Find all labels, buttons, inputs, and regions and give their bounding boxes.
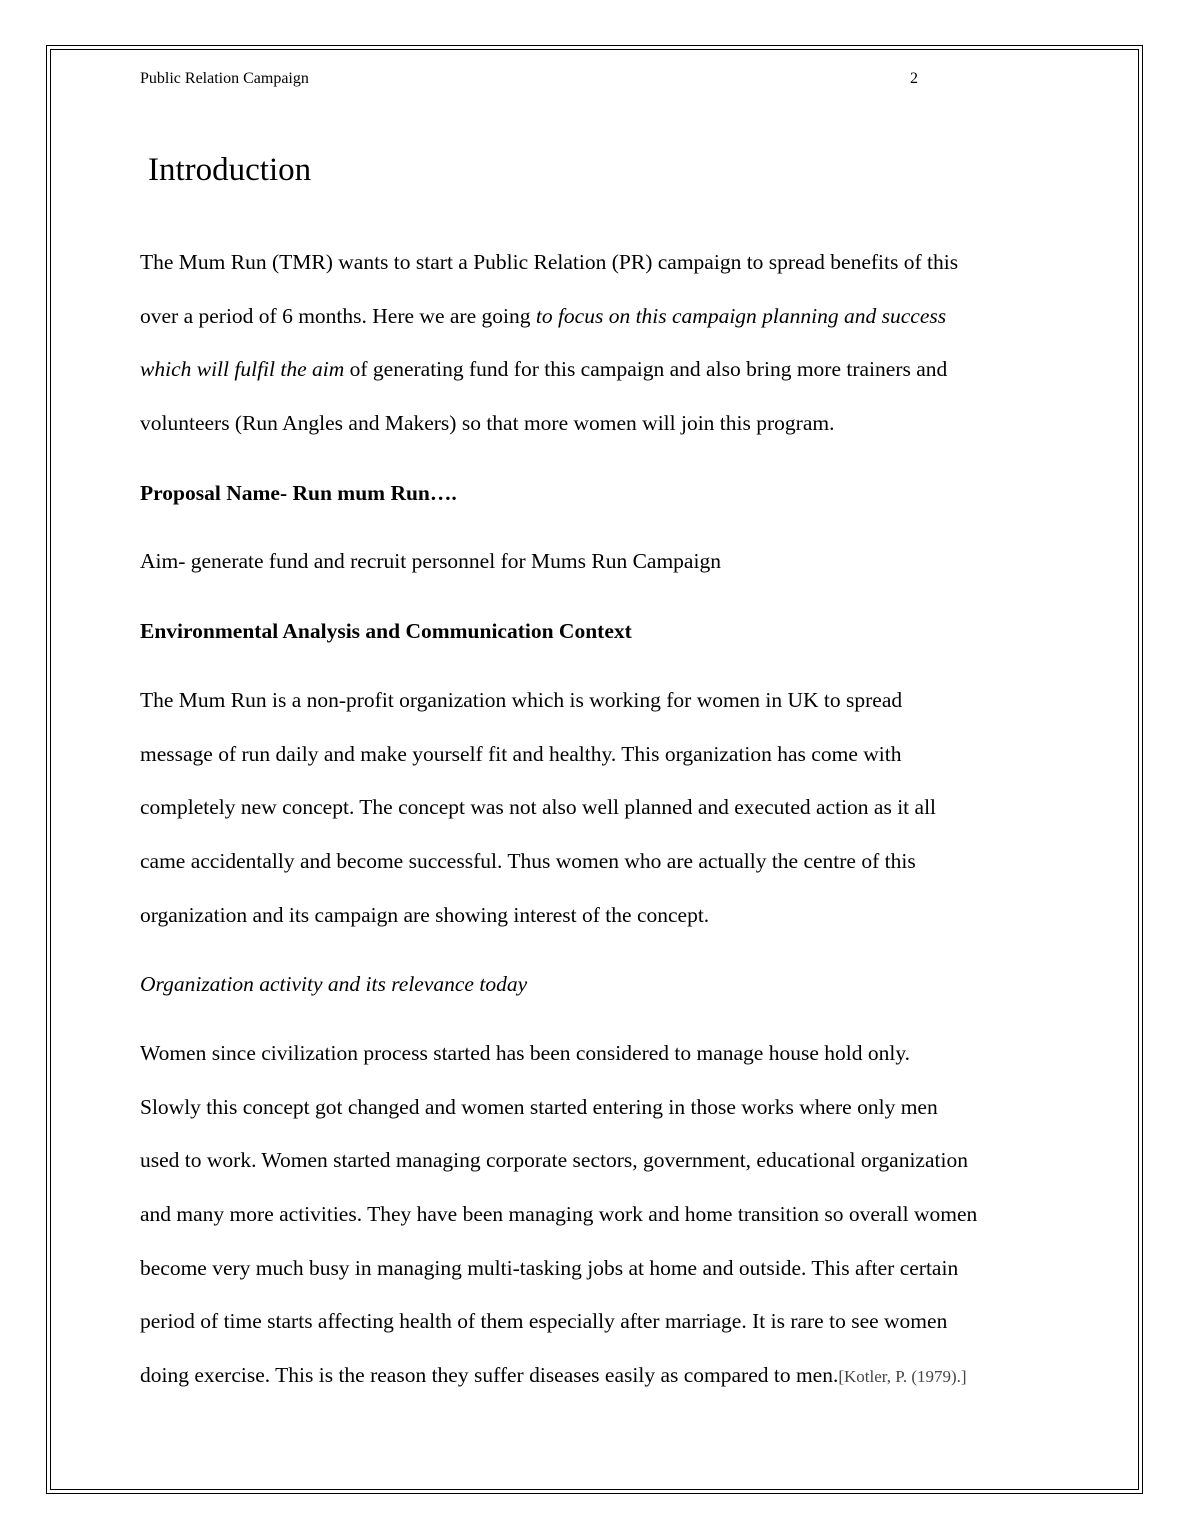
org-line-5: become very much busy in managing multi-tasking jobs at home and outside. This after certain	[140, 1256, 959, 1280]
env-line-1: The Mum Run is a non-profit organization which is working for women in UK to spread	[140, 688, 903, 712]
env-line-2: message of run daily and make yourself fit and healthy. This organization has come with	[140, 742, 902, 766]
org-line-3: used to work. Women started managing corporate sectors, government, educational organization	[140, 1148, 968, 1172]
intro-line-2	[140, 304, 946, 329]
aim-statement: Aim- generate fund and recruit personnel for Mums Run Campaign	[140, 549, 721, 573]
org-line-4: and many more activities. They have been managing work and home transition so overall women	[140, 1202, 978, 1226]
org-line-7-text: doing exercise. This is the reason they suffer diseases easily as compared to men.	[140, 1363, 839, 1387]
intro-line-3-italic: which will fulfil the aim	[140, 357, 345, 381]
organization-activity-heading: Organization activity and its relevance today	[140, 972, 528, 996]
section-title: Introduction	[148, 152, 312, 188]
page-number: 2	[910, 70, 918, 87]
env-line-3: completely new concept. The concept was not also well planned and executed action as it all	[140, 795, 937, 819]
org-line-1: Women since civilization process started has been considered to manage house hold only.	[140, 1041, 911, 1065]
env-line-5: organization and its campaign are showing interest of the concept.	[140, 903, 710, 927]
org-line-6: period of time starts affecting health of them especially after marriage. It is rare to see women	[140, 1309, 948, 1333]
proposal-name-heading: Proposal Name- Run mum Run….	[140, 481, 457, 505]
intro-line-3-text: of generating fund for this campaign and also bring more trainers and	[344, 357, 948, 381]
intro-line-2-text: over a period of 6 months. Here we are going	[140, 304, 536, 328]
running-header-title: Public Relation Campaign	[140, 70, 309, 87]
env-line-4: came accidentally and become successful. Thus women who are actually the centre of this	[140, 849, 916, 873]
intro-line-3	[140, 357, 947, 382]
intro-line-2-italic: to focus on this campaign planning and success	[535, 304, 947, 328]
intro-line-1: The Mum Run (TMR) wants to start a Public Relation (PR) campaign to spread benefits of this	[140, 250, 959, 274]
intro-line-4: volunteers (Run Angles and Makers) so that more women will join this program.	[140, 411, 835, 435]
environmental-analysis-heading: Environmental Analysis and Communication Context	[140, 619, 632, 643]
org-line-2: Slowly this concept got changed and women started entering in those works where only men	[140, 1095, 938, 1119]
citation: [Kotler, P. (1979).]	[838, 1367, 967, 1386]
org-line-7	[140, 1363, 967, 1388]
